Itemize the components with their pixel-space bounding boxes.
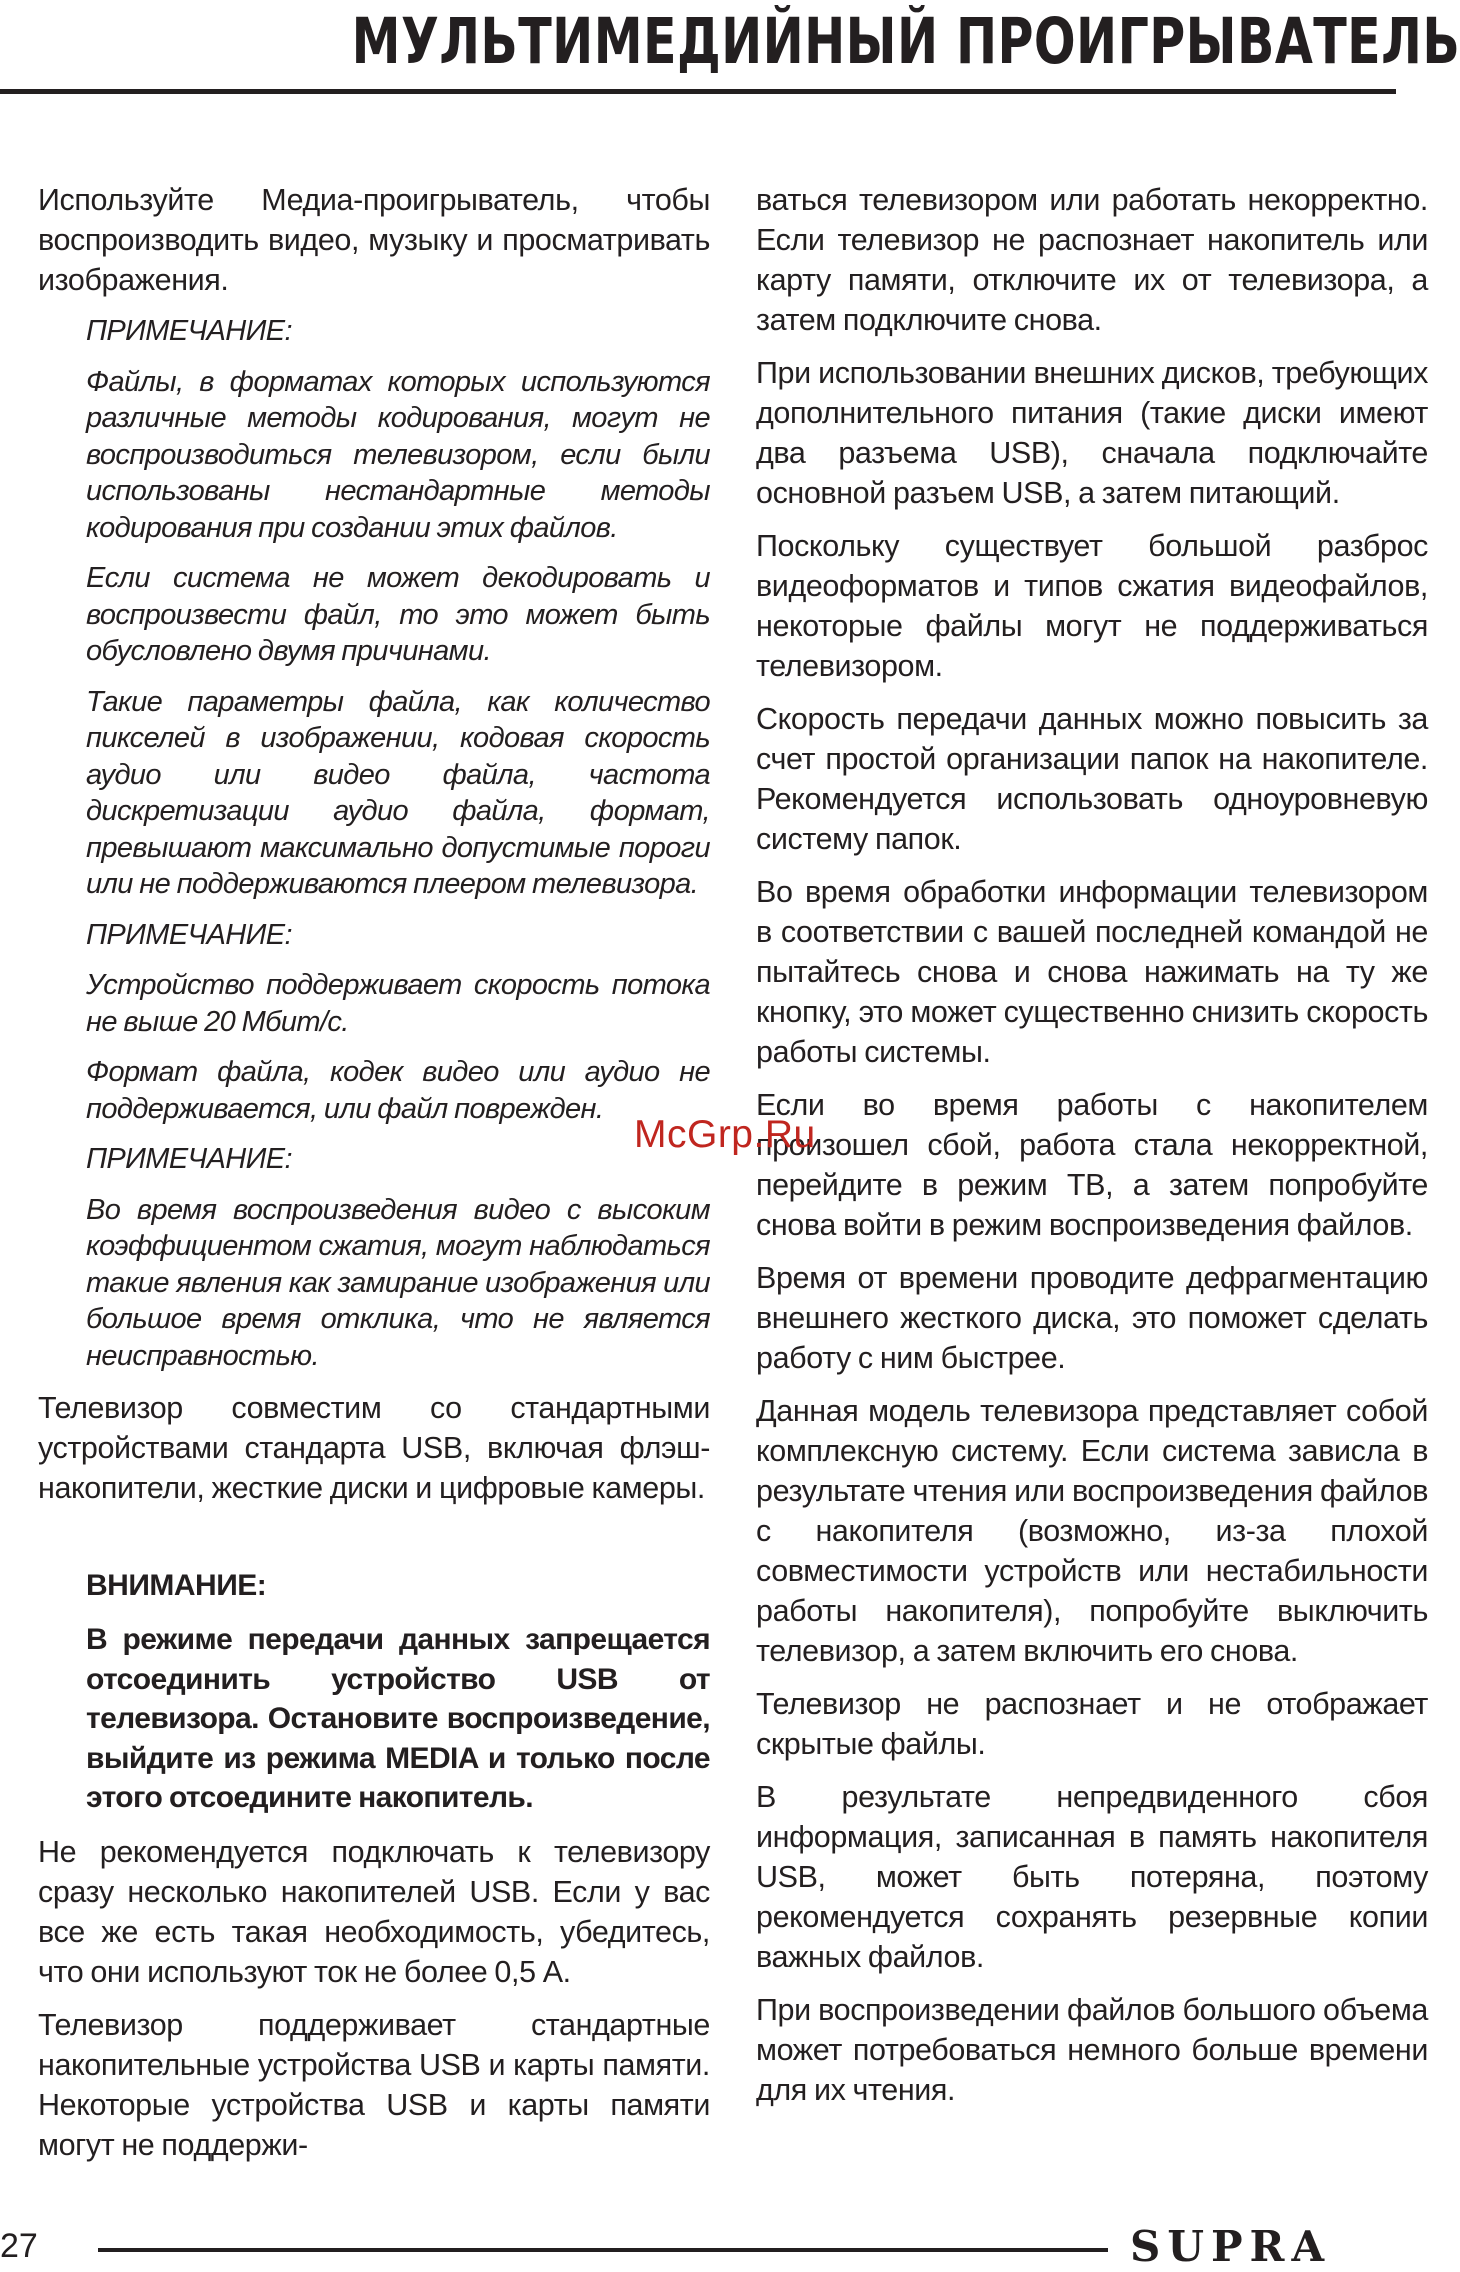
body-paragraph: Телевизор не распознает и не отображает скрытые файлы. (756, 1687, 1428, 1761)
note-heading: ПРИМЕЧАНИЕ: (86, 315, 292, 347)
body-paragraph: Данная модель телевизора представляет собой комплексную систему. Если система зависла в результате чтения или воспроизведения файлов с накопителя (возможно, из-за плохой совместимости устройств или нестабильности работы накопителя), попробуйте выключить телевизор, а затем включить его снова. (756, 1394, 1428, 1668)
right-column (756, 180, 1428, 2123)
note-heading: ПРИМЕЧАНИЕ: (86, 918, 292, 951)
body-paragraph: При использовании внешних дисков, требующих дополнительного питания (такие диски имеют два разъема USB), сначала подключайте основной разъем USB, а затем питающий. (756, 356, 1428, 510)
page-number: 27 (0, 2227, 38, 2265)
left-column (38, 180, 710, 2178)
body-paragraph: Скорость передачи данных можно повысить за счет простой организации папок на накопителе. Рекомендуется использовать одноуровневую систему папок. (756, 702, 1428, 856)
body-paragraph: Если во время работы с накопителем произошел сбой, работа стала некорректной, перейдите в режим ТВ, а затем попробуйте снова войти в режим воспроизведения файлов. (756, 1088, 1428, 1242)
compatibility-paragraph: Телевизор совместим со стандартными устройствами стандарта USB, включая флэш-накопители, жесткие диски и цифровые камеры. (38, 1391, 710, 1505)
title-divider (0, 89, 1396, 94)
body-paragraph: В результате непредвиденного сбоя информация, записанная в память накопителя USB, может быть потеряна, поэтому рекомендуется сохранять резервные копии важных файлов. (756, 1780, 1428, 1974)
note-heading: ПРИМЕЧАНИЕ: (86, 1143, 292, 1175)
page-title: МУЛЬТИМЕДИЙНЫЙ ПРОИГРЫВАТЕЛЬ (351, 5, 1460, 78)
note-paragraph: Файлы, в форматах которых используются различные методы кодирования, могут не воспроизводиться телевизором, если были использованы нестандартные методы кодирования при создании этих файлов. (86, 365, 710, 544)
note-paragraph: Если система не может декодировать и воспроизвести файл, то это может быть обусловлено двумя причинами. (86, 562, 710, 667)
note-paragraph: Устройство поддерживает скорость потока не выше 20 Мбит/с. (86, 969, 710, 1038)
attention-heading: ВНИМАНИЕ: (86, 1569, 267, 1602)
body-paragraph: ваться телевизором или работать некорректно. Если телевизор не распознает накопитель или карту памяти, отключите их от телевизора, а затем подключите снова. (756, 183, 1428, 337)
body-paragraph: Время от времени проводите дефрагментацию внешнего жесткого диска, это поможет сделать работу с ним быстрее. (756, 1261, 1428, 1375)
note-paragraph: Формат файла, кодек видео или аудио не поддерживается, или файл поврежден. (86, 1056, 710, 1125)
body-paragraph: Во время обработки информации телевизором в соответствии с вашей последней командой не пытайтесь снова и снова нажимать на ту же кнопку, это может существенно снизить скорость работы системы. (756, 875, 1428, 1069)
body-paragraph: При воспроизведении файлов большого объема может потребоваться немного больше времени для их чтения. (756, 1993, 1428, 2107)
note-block-1 (86, 313, 710, 1374)
brand-logo: SUPRA (1130, 2222, 1332, 2271)
footer-divider (98, 2248, 1108, 2252)
body-paragraph: Телевизор поддерживает стандартные накопительные устройства USB и карты памяти. Некоторые устройства USB и карты памяти могут не поддержи- (38, 2007, 710, 2162)
attention-body: В режиме передачи данных запрещается отсоединить устройство USB от телевизора. Остановите воспроизведение, выйдите из режима MEDIA и только после этого отсоедините накопитель. (86, 1623, 710, 1814)
watermark: McGrp.Ru (634, 1113, 816, 1156)
body-paragraph: Не рекомендуется подключать к телевизору сразу несколько накопителей USB. Если у вас все же есть такая необходимость, убедитесь, что они используют ток не более 0,5 А. (38, 1834, 710, 1989)
note-paragraph: Во время воспроизведения видео с высоким коэффициентом сжатия, могут наблюдаться такие явления как замирание изображения или большое время отклика, что не является неисправностью. (86, 1193, 710, 1372)
note-paragraph: Такие параметры файла, как количество пикселей в изображении, кодовая скорость аудио или видео файла, частота дискретизации аудио файла, формат, превышают максимально допустимые пороги или не поддерживаются плеером телевизора. (86, 685, 710, 900)
body-paragraph: Поскольку существует большой разброс видеоформатов и типов сжатия видеофайлов, некоторые файлы могут не поддерживаться телевизором. (756, 529, 1428, 683)
intro-paragraph: Используйте Медиа-проигрыватель, чтобы воспроизводить видео, музыку и просматривать изображения. (38, 183, 710, 297)
